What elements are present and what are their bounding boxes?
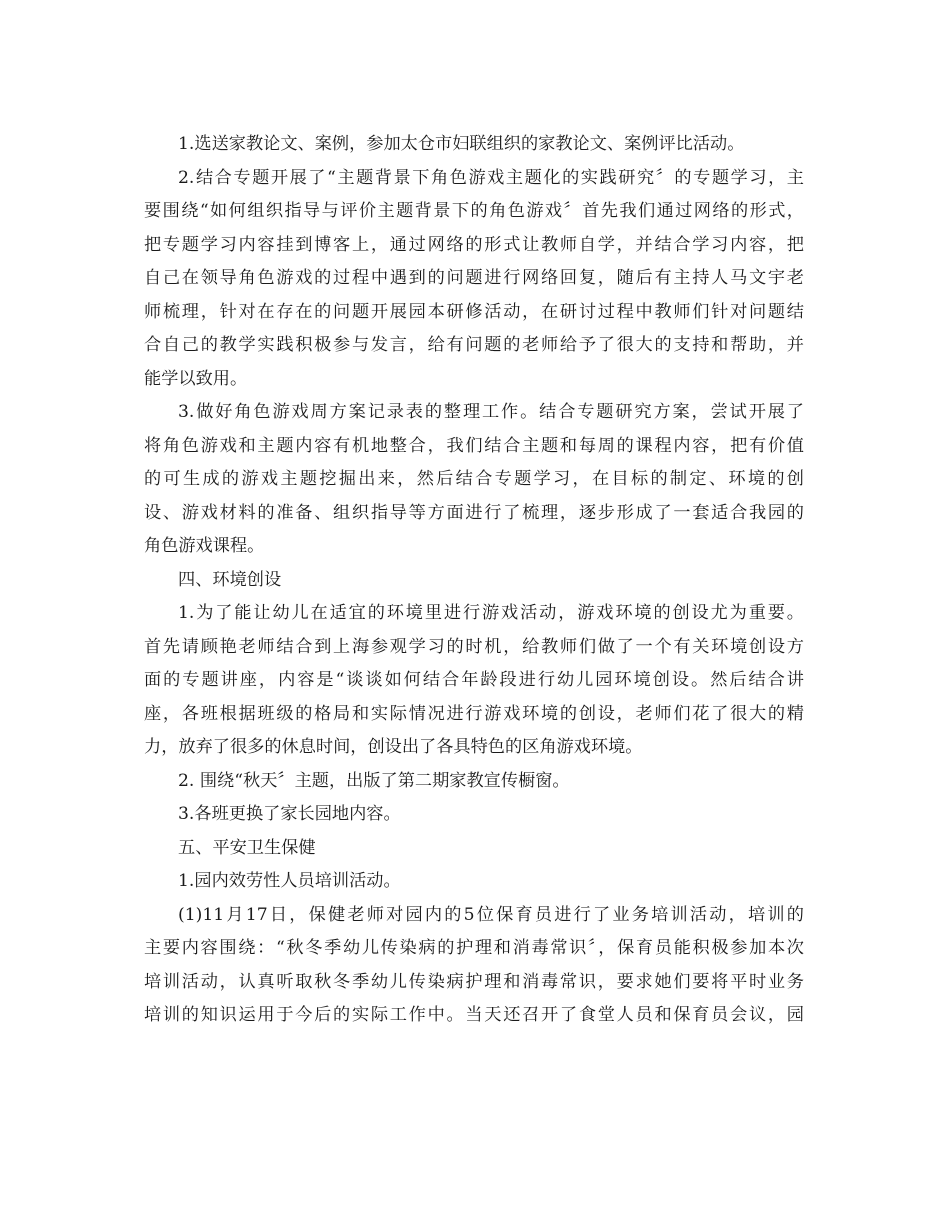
text-line: 3.做好角色游戏周方案记录表的整理工作。结合专题研究方案，尝试开展了 <box>178 402 804 422</box>
text-line: 师梳理，针对在存在的问题开展园本研修活动，在研讨过程中教师们针对问题结 <box>144 301 804 322</box>
text-line: 1.园内效劳性人员培训活动。 <box>178 871 401 891</box>
text-line: 角色游戏课程。 <box>144 536 265 556</box>
text-line: 2.结合专题开展了“主题背景下角色游戏主题化的实践研究〞的专题学习，主 <box>178 167 804 188</box>
text-line: (1)11月17日，保健老师对园内的5位保育员进行了业务培训活动，培训的 <box>178 904 804 925</box>
text-line: 座，各班根据班级的格局和实际情况进行游戏环境的创设，老师们花了很大的精 <box>144 703 804 724</box>
text-line: 设、游戏材料的准备、组织指导等方面进行了梳理，逐步形成了一套适合我园的 <box>144 502 804 523</box>
text-line: 主要内容围绕：“秋冬季幼儿传染病的护理和消毒常识〞，保育员能积极参加本次 <box>144 938 804 958</box>
text-line: 合自己的教学实践积极参与发言，给有问题的老师给予了很大的支持和帮助，并 <box>144 335 804 355</box>
text-line: 要围绕“如何组织指导与评价主题背景下的角色游戏〞首先我们通过网络的形式， <box>144 201 804 221</box>
text-line: 培训的知识运用于今后的实际工作中。当天还召开了食堂人员和保育员会议，园 <box>144 1005 804 1025</box>
text-line: 自己在领导角色游戏的过程中遇到的问题进行网络回复，随后有主持人马文宇老 <box>144 268 804 288</box>
text-line: 2. 围绕“秋天〞主题，出版了第二期家教宣传橱窗。 <box>178 770 570 791</box>
text-line: 能学以致用。 <box>144 368 248 389</box>
text-line: 培训活动，认真听取秋冬季幼儿传染病护理和消毒常识，要求她们要将平时业务 <box>144 971 804 992</box>
section-heading: 五、平安卫生保健 <box>178 837 316 858</box>
text-line: 把专题学习内容挂到博客上，通过网络的形式让教师自学，并结合学习内容，把 <box>144 234 804 255</box>
text-line: 3.各班更换了家长园地内容。 <box>178 804 401 824</box>
text-line: 1.为了能让幼儿在适宜的环境里进行游戏活动，游戏环境的创设尤为重要。 <box>178 603 804 623</box>
text-line: 面的专题讲座，内容是“谈谈如何结合年龄段进行幼儿园环境创设。然后结合讲 <box>144 670 804 690</box>
text-line: 力，放弃了很多的休息时间，创设出了各具特色的区角游戏环境。 <box>144 737 643 757</box>
text-line: 将角色游戏和主题内容有机地整合，我们结合主题和每周的课程内容，把有价值 <box>144 435 804 456</box>
section-heading: 四、环境创设 <box>178 569 282 590</box>
document-body <box>144 128 804 1033</box>
text-line: 的可生成的游戏主题挖掘出来，然后结合专题学习，在目标的制定、环境的创 <box>144 469 804 489</box>
text-line: 首先请顾艳老师结合到上海参观学习的时机，给教师们做了一个有关环境创设方 <box>144 636 804 657</box>
text-line: 1.选送家教论文、案例，参加太仓市妇联组织的家教论文、案例评比活动。 <box>178 134 745 154</box>
